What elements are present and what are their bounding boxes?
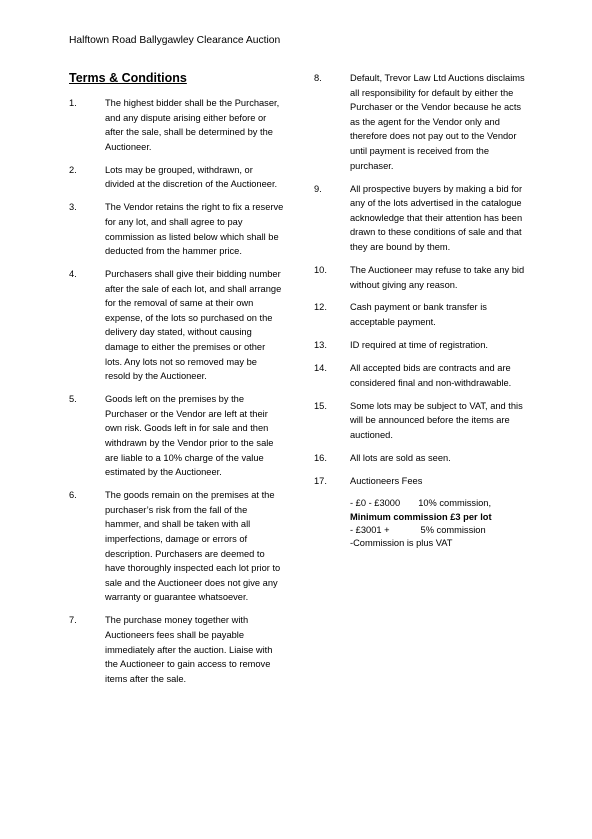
item-number: 12. [314, 302, 327, 313]
item-number: 13. [314, 340, 327, 351]
item-text: All lots are sold as seen. [350, 452, 451, 463]
condition-item [314, 338, 528, 353]
item-text: The purchase money together with Auctioneers fees shall be payable immediately after the auction. Liaise with the Auctioneer to gain access to remove items after the sale. [105, 615, 273, 684]
condition-item [69, 392, 284, 480]
item-text: The Auctioneer may refuse to take any bid without giving any reason. [350, 264, 525, 290]
condition-item [69, 163, 284, 192]
condition-item [314, 300, 528, 329]
condition-item [314, 451, 528, 466]
item-text: Goods left on the premises by the Purchaser or the Vendor are left at their own risk. Goods left in for sale and then withdrawn by the Vendor prior to the sale are liable to a 10% charge of the value estimated by the Auctioneer. [105, 394, 274, 478]
condition-item [314, 361, 528, 390]
item-text: The goods remain on the premises at the purchaser’s risk from the fall of the hammer, and shall be taken with all imperfections, damage or errors of description. Purchasers are deemed to have thoroughly inspected each lot prior to sale and the Auctioneer does not give any warranty or guarantee whatsoever. [105, 490, 281, 603]
item-number: 5. [69, 394, 77, 405]
item-number: 15. [314, 400, 327, 411]
condition-item [69, 267, 284, 384]
fees-schedule [350, 497, 528, 550]
item-text: Auctioneers Fees [350, 475, 423, 486]
item-number: 16. [314, 452, 327, 463]
condition-item [314, 263, 528, 292]
condition-item [69, 96, 284, 154]
condition-item [314, 474, 528, 489]
fee-tier-2: - £3001 + 5% commission [350, 524, 486, 535]
item-text: The Vendor retains the right to fix a reserve for any lot, and shall agree to pay commission as listed below which shall be deducted from the hammer price. [105, 202, 284, 257]
item-number: 17. [314, 475, 327, 486]
item-text: ID required at time of registration. [350, 340, 488, 351]
item-text: Cash payment or bank transfer is acceptable payment. [350, 302, 487, 328]
condition-item [314, 71, 528, 173]
item-number: 7. [69, 615, 77, 626]
item-text: Purchasers shall give their bidding number after the sale of each lot, and shall arrange for the removal of same at their own expense, of the lots so purchased on the delivery day stated, without causing damage to either the premises or other lots. Any lots not so removed may be resold by the Auctioneer. [105, 269, 282, 382]
right-column [314, 71, 528, 550]
condition-item [314, 399, 528, 443]
item-text: Some lots may be subject to VAT, and this will be announced before the items are auctioned. [350, 400, 523, 440]
item-number: 6. [69, 490, 77, 501]
item-number: 14. [314, 363, 327, 374]
item-text: Default, Trevor Law Ltd Auctions disclaims all responsibility for default by either the Purchaser or the Vendor because he acts as the agent for the Vendor only and therefore does not pay out to the Vendor until payment is received from the purchaser. [350, 73, 525, 171]
fee-tier-1: - £0 - £3000 10% commission, [350, 497, 492, 508]
item-number: 10. [314, 264, 327, 275]
item-number: 4. [69, 269, 77, 280]
condition-item [69, 488, 284, 605]
item-text: All accepted bids are contracts and are considered final and non-withdrawable. [350, 363, 512, 388]
condition-item [69, 200, 284, 258]
item-number: 1. [69, 98, 77, 108]
item-number: 2. [69, 164, 77, 175]
item-text: All prospective buyers by making a bid for any of the lots advertised in the catalogue acknowledge that their attention has been drawn to these conditions of sale and that they are bound by them. [350, 183, 523, 252]
condition-item [314, 182, 528, 255]
item-number: 8. [314, 73, 322, 83]
item-number: 3. [69, 202, 77, 213]
document-header: Halftown Road Ballygawley Clearance Auction [69, 35, 281, 46]
item-text: Lots may be grouped, withdrawn, or divided at the discretion of the Auctioneer. [105, 164, 278, 190]
item-text: The highest bidder shall be the Purchaser, and any dispute arising either before or after the sale, shall be determined by the Auctioneer. [105, 98, 280, 152]
page-title: Terms & Conditions [69, 71, 187, 85]
vat-note: -Commission is plus VAT [350, 537, 453, 548]
left-column [69, 96, 284, 695]
item-number: 9. [314, 183, 322, 194]
condition-item [69, 613, 284, 686]
minimum-commission: Minimum commission £3 per lot [350, 511, 492, 522]
